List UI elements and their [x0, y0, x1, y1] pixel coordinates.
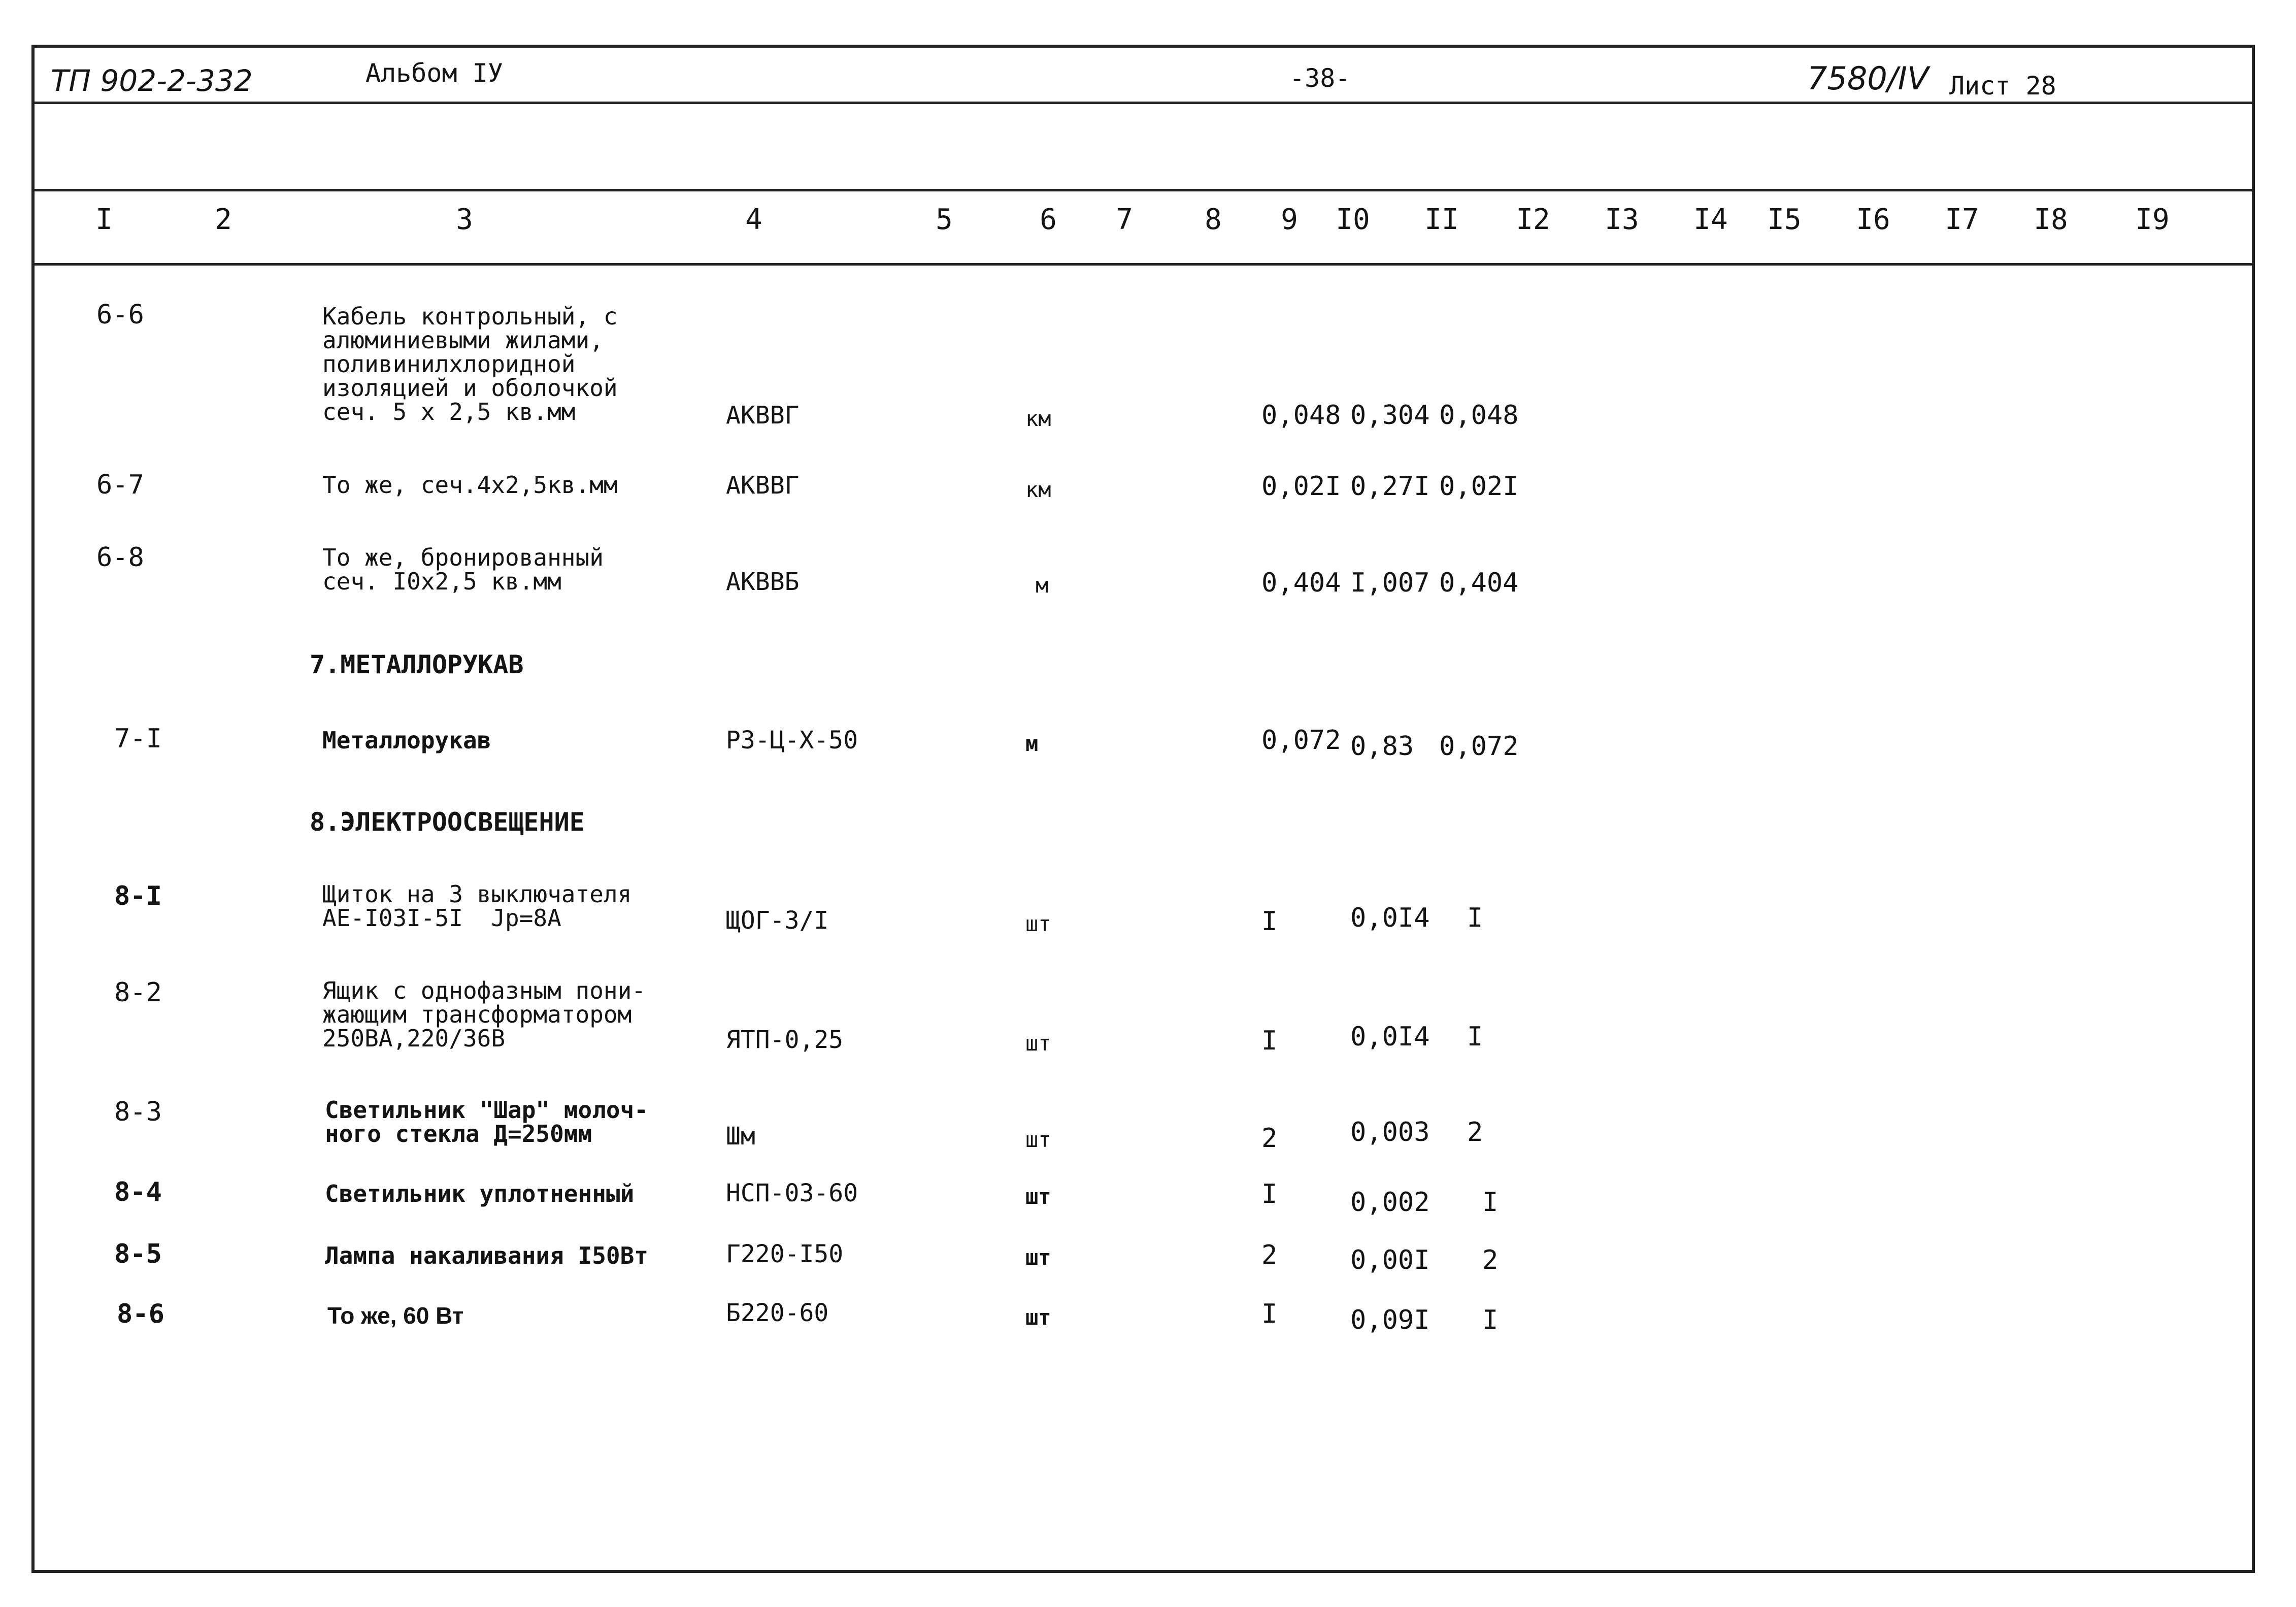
row-brand: Г220-I50	[726, 1240, 844, 1268]
column-number: I7	[1945, 203, 1979, 236]
row-description: Металлорукав	[322, 727, 491, 754]
row-unit: шт	[1025, 1245, 1051, 1270]
column-number: I4	[1693, 203, 1728, 236]
row-brand: ЯТП-0,25	[726, 1026, 844, 1054]
row-unit: шт	[1025, 1184, 1051, 1209]
row-col11: I	[1467, 903, 1483, 933]
page-number: -38-	[1289, 63, 1351, 93]
row-unit: шт	[1025, 1305, 1051, 1330]
row-col10: 0,0I4	[1350, 1022, 1430, 1052]
column-number: I5	[1767, 203, 1802, 236]
row-col9: I	[1261, 1179, 1278, 1209]
column-number: 3	[456, 203, 473, 236]
row-description: То же, бронированный сеч. I0х2,5 кв.мм	[322, 544, 604, 595]
row-brand: Шм	[726, 1122, 755, 1151]
column-number: 9	[1281, 203, 1298, 236]
row-code: 8-5	[114, 1239, 162, 1269]
row-col11: 0,072	[1439, 731, 1519, 762]
column-number: I9	[2135, 203, 2170, 236]
row-unit: м	[1025, 731, 1039, 756]
column-number: I8	[2034, 203, 2068, 236]
row-code: 8-4	[114, 1177, 162, 1207]
row-col10: 0,0I4	[1350, 903, 1430, 933]
row-brand: Б220-60	[726, 1299, 829, 1327]
row-code: 8-I	[114, 881, 162, 911]
row-col9: 2	[1261, 1123, 1278, 1154]
row-col10: 0,27I	[1350, 471, 1430, 502]
row-col10: 0,002	[1350, 1187, 1430, 1218]
row-brand: РЗ-Ц-Х-50	[726, 726, 858, 755]
column-number: I	[95, 203, 113, 236]
row-col10: 0,83	[1350, 731, 1414, 762]
album-label: Альбом IУ	[365, 58, 503, 88]
row-col9: I	[1261, 906, 1278, 937]
column-header-bottom-rule	[31, 263, 2255, 266]
row-col11: 0,02I	[1439, 471, 1519, 502]
row-description: Лампа накаливания I50Вт	[325, 1242, 648, 1269]
row-unit: м	[1036, 573, 1049, 598]
column-number: 7	[1116, 203, 1133, 236]
column-header-top-rule	[31, 189, 2255, 191]
row-code: 6-6	[96, 300, 144, 330]
row-col9: I	[1261, 1026, 1278, 1056]
row-col10: 0,003	[1350, 1117, 1430, 1147]
row-unit: км	[1025, 406, 1051, 431]
row-unit: шт	[1025, 1031, 1051, 1056]
row-col10: I,007	[1350, 568, 1430, 598]
row-code: 6-7	[96, 470, 144, 500]
row-col10: 0,304	[1350, 400, 1430, 431]
row-col11: 2	[1482, 1245, 1499, 1275]
row-col10: 0,09I	[1350, 1305, 1430, 1335]
row-col11: I	[1467, 1022, 1483, 1052]
column-number: I3	[1605, 203, 1639, 236]
row-col11: 0,048	[1439, 400, 1519, 431]
row-col10: 0,00I	[1350, 1245, 1430, 1275]
row-col9: 0,072	[1261, 725, 1341, 756]
row-col9: 0,02I	[1261, 471, 1341, 502]
row-col9: 0,404	[1261, 568, 1341, 598]
row-col11: 0,404	[1439, 568, 1519, 598]
column-number: I2	[1516, 203, 1550, 236]
inventory-number: 7580/IV	[1807, 60, 1929, 97]
column-number: 6	[1040, 203, 1057, 236]
row-code: 7-I	[114, 724, 162, 754]
row-brand: АКВВБ	[726, 568, 800, 596]
row-description: Кабель контрольный, с алюминиевыми жилами, поливинилхлоридной изоляцией и оболочкой сеч. 5 х 2,5 кв.мм	[322, 303, 618, 425]
row-col11: I	[1482, 1187, 1499, 1218]
column-number: II	[1424, 203, 1459, 236]
row-description: Светильник уплотненный	[325, 1180, 635, 1207]
row-code: 6-8	[96, 542, 144, 573]
row-col11: I	[1482, 1305, 1499, 1335]
project-code: ТП 902-2-332	[51, 63, 253, 98]
column-number: 8	[1205, 203, 1222, 236]
row-code: 8-6	[117, 1299, 164, 1329]
sheet-number: Лист 28	[1949, 71, 2056, 101]
row-col9: 2	[1261, 1240, 1278, 1270]
row-unit: шт	[1025, 911, 1051, 936]
row-description: То же, сеч.4х2,5кв.мм	[322, 471, 618, 499]
row-unit: км	[1025, 477, 1051, 502]
row-description: Ящик с однофазным пони- жающим трансформатором 250ВА,220/36В	[322, 977, 646, 1052]
row-description: То же, 60 Вт	[327, 1302, 464, 1329]
column-number: I0	[1336, 203, 1370, 236]
row-code: 8-3	[114, 1097, 162, 1127]
row-brand: АКВВГ	[726, 401, 800, 430]
header-divider	[31, 102, 2255, 104]
row-unit: шт	[1025, 1127, 1051, 1152]
row-col9: I	[1261, 1299, 1278, 1329]
section-heading: 8.ЭЛЕКТРООСВЕЩЕНИЕ	[310, 807, 585, 837]
section-heading: 7.МЕТАЛЛОРУКАВ	[310, 650, 524, 679]
row-brand: ЩОГ-3/I	[726, 906, 829, 935]
column-number: 2	[215, 203, 232, 236]
column-number: 5	[936, 203, 953, 236]
row-description: Щиток на 3 выключателя АЕ-I03I-5I Jр=8А	[322, 880, 632, 932]
row-brand: АКВВГ	[726, 471, 800, 500]
column-number: I6	[1856, 203, 1890, 236]
row-code: 8-2	[114, 977, 162, 1008]
row-description: Светильник "Шар" молоч- ного стекла Д=250мм	[325, 1096, 648, 1147]
row-col9: 0,048	[1261, 400, 1341, 431]
row-col11: 2	[1467, 1117, 1483, 1147]
column-number: 4	[745, 203, 762, 236]
row-brand: НСП-03-60	[726, 1179, 858, 1207]
